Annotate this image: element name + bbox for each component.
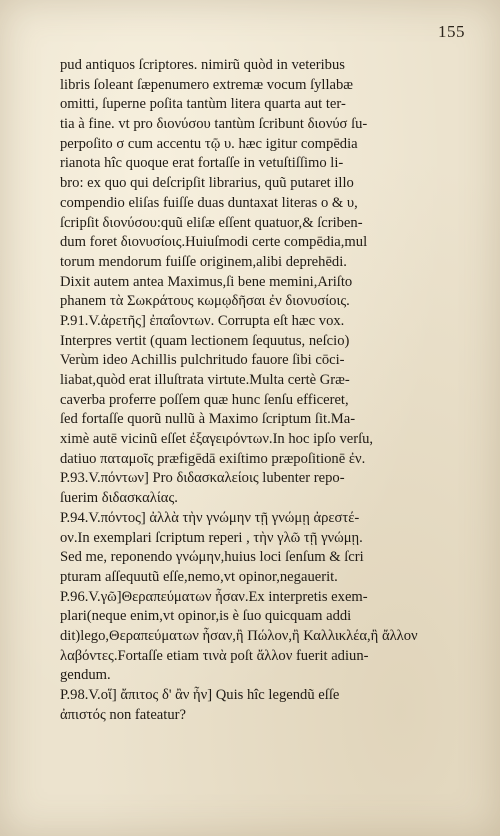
text-line: rianota hîc quoque erat fortaſſe in vetuſtiſſimo li- xyxy=(60,155,344,172)
text-line: dum foret διονυσίοις.Huiuſmodi certe compēdia,mul xyxy=(60,234,368,251)
text-line: plari(neque enim,vt opinor,is è ſuo quicquam addi xyxy=(60,608,352,625)
text-line: P.93.V.πόντων] Pro διδασκαλείοις lubenter repo- xyxy=(60,470,345,487)
text-line: Dixit autem antea Maximus,ſi bene memini,Ariſto xyxy=(60,273,353,290)
text-line: perpoſito σ cum accentu τῷ υ. hæc igitur compēdia xyxy=(60,135,358,152)
page-number: 155 xyxy=(438,22,465,41)
text-line: ſed fortaſſe quorũ nullũ à Maximo ſcriptum ſit.Ma- xyxy=(60,411,356,428)
text-line: P.91.V.ἀρετῆς] ἐπαΐοντων. Corrupta eſt hæc vox. xyxy=(60,312,345,329)
text-line: ἀπιστός non fateatur? xyxy=(60,706,186,723)
text-line: ſuerim διδασκαλίας. xyxy=(60,490,178,507)
text-block xyxy=(60,56,460,725)
text-line: tia à fine. vt pro διονύσου tantùm ſcribunt διονύσ ſu- xyxy=(60,116,368,133)
text-line: pud antiquos ſcriptores. nimirũ quòd in veteribus xyxy=(60,57,345,73)
text-line: caverba proferre poſſem quæ hunc ſenſu efficeret, xyxy=(60,391,349,408)
text-line: liabat,quòd erat illuſtrata virtute.Multa certè Græ- xyxy=(60,372,350,388)
text-line: datiuo παταμοῖς præfigēdā exiſtimo præpoſitionē ἐν. xyxy=(60,450,366,467)
text-line: P.98.V.οἵ] ἄπιτος δ' ἂν ἦν] Quis hîc legendũ eſſe xyxy=(60,687,340,703)
text-line: Interpres vertit (quam lectionem ſequutus, neſcio) xyxy=(60,332,350,349)
text-line: omitti, ſuperne poſita tantùm litera quarta aut ter- xyxy=(60,96,346,113)
text-line: phanem τὰ Σωκράτους κωμῳδῆσαι ἐν διονυσίοις. xyxy=(60,293,350,310)
text-line: pturam aſſequutũ eſſe,nemo,vt opinor,negauerit. xyxy=(60,568,338,585)
text-line: gendum. xyxy=(60,667,111,684)
text-line: compendio eliſas fuiſſe duas duntaxat literas ο & υ, xyxy=(60,194,358,211)
text-line: Sed me, reponendo γνώμην,huius loci ſenſum & ſcri xyxy=(60,549,364,566)
text-line: ſcripſit διονύσου:quũ eliſæ eſſent quatuor,& ſcriben- xyxy=(60,214,363,231)
text-line: P.94.V.πόντος] ἀλλὰ τὴν γνώμην τῇ γνώμῃ ἀρεστέ- xyxy=(60,509,360,526)
text-line: ximè autē vicinũ eſſet ἐξαγειρόντων.In hoc ipſo verſu, xyxy=(60,431,374,448)
text-line: ον.In exemplari ſcriptum reperi , τὴν γλῶ τῇ γνώμῃ. xyxy=(60,529,363,546)
text-line: P.96.V.γῶ]Θεραπεύματων ἦσαν.Ex interpretis exem- xyxy=(60,588,368,605)
text-line: λαβόντες.Fortaſſe etiam τινὰ poſt ἄλλον fuerit adiun- xyxy=(60,647,369,664)
text-line: bro: ex quo qui deſcripſit librarius, quũ putaret illo xyxy=(60,175,354,192)
text-line: dit)lego,Θεραπεύματων ἦσαν,ἢ Πώλον,ἢ Καλλικλέα,ἢ ἄλλον xyxy=(60,627,418,644)
text-line: libris ſoleant ſæpenumero extremæ vocum ſyllabæ xyxy=(60,76,354,93)
text-line: Verùm ideo Achillis pulchritudo fauore ſibi cōci- xyxy=(60,352,345,369)
text-line: torum mendorum fuiſſe originem,alibi deprehēdi. xyxy=(60,253,347,270)
